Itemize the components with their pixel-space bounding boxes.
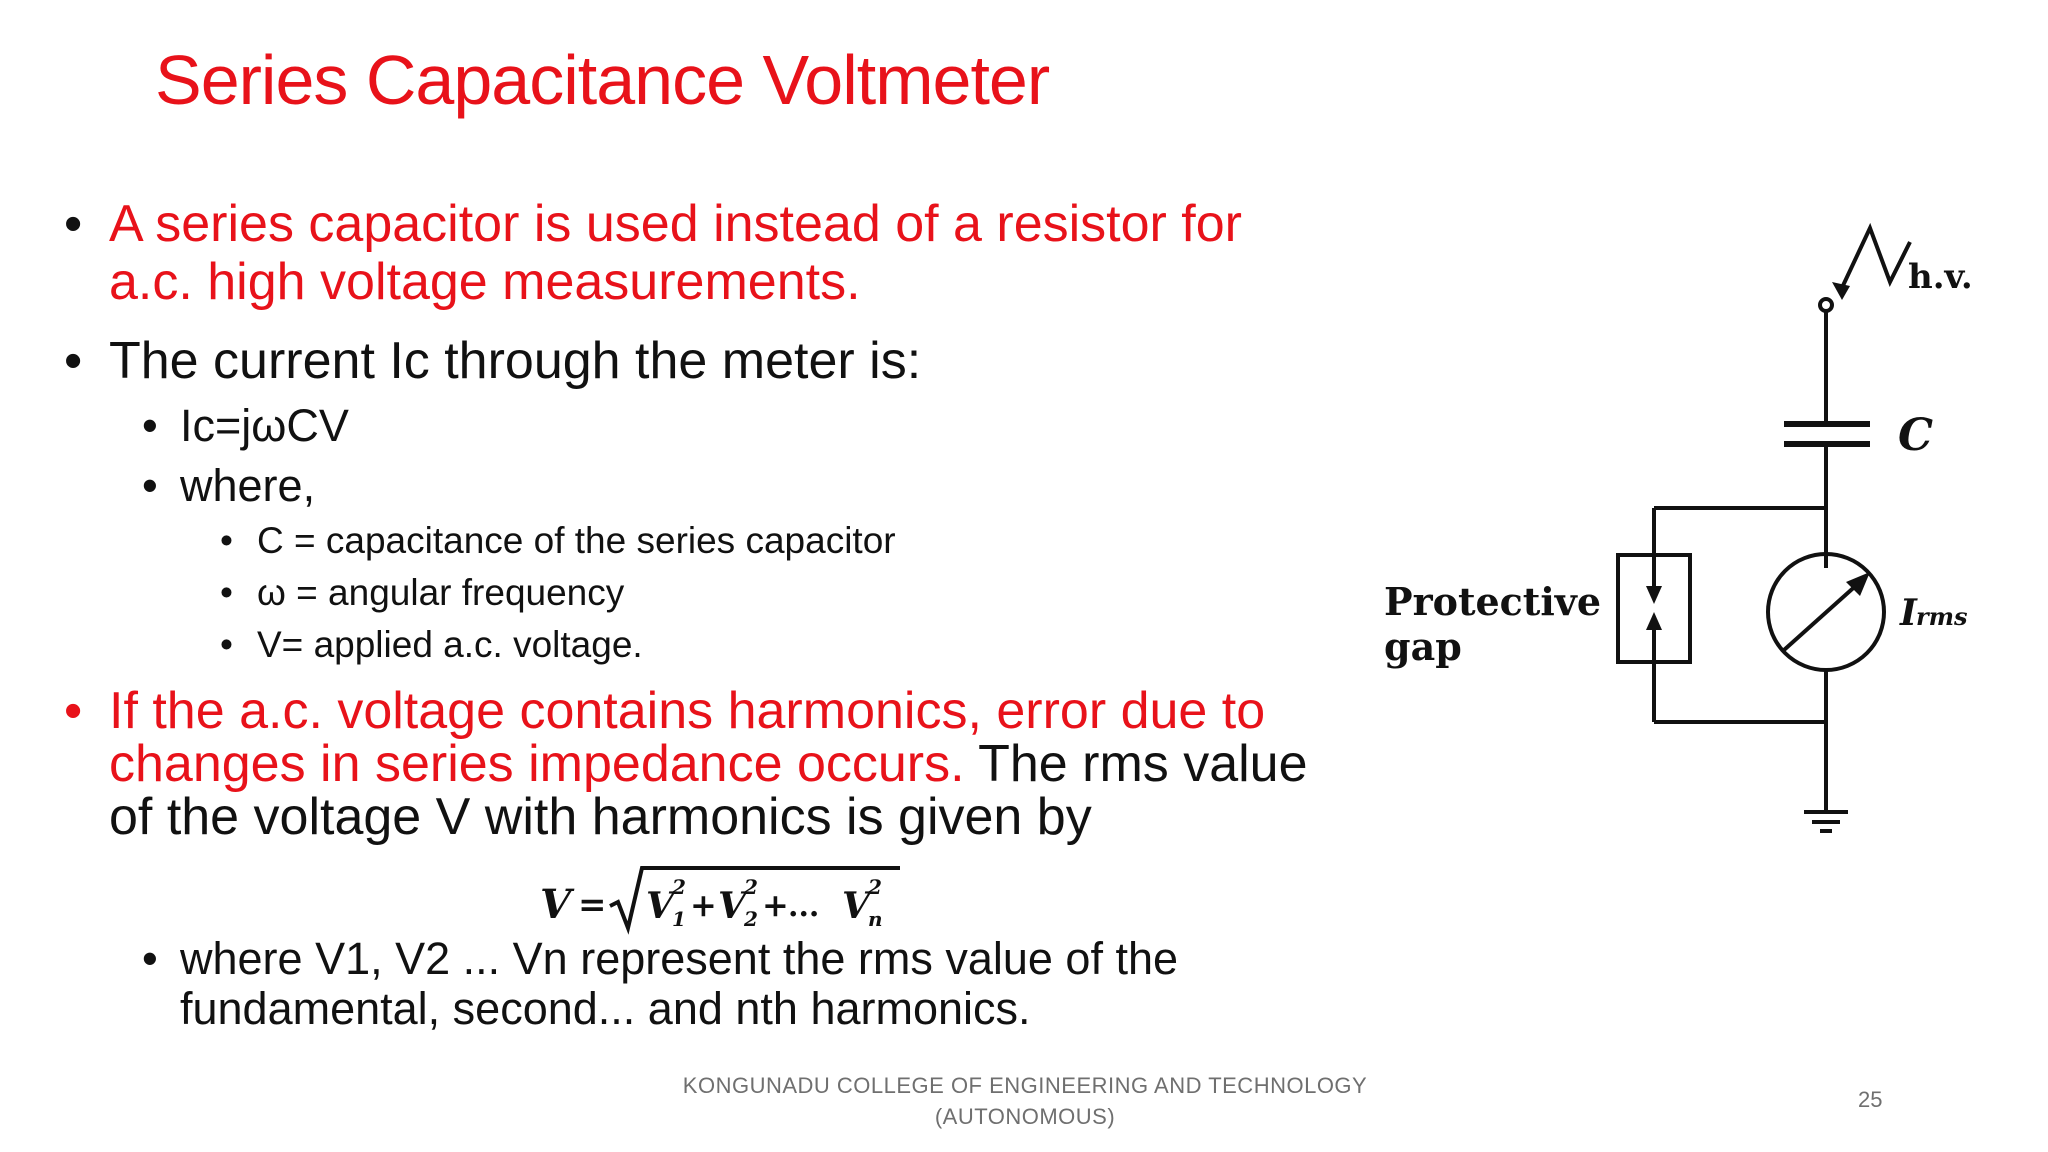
bullet-marker: • (64, 195, 83, 253)
bullet-marker: • (220, 520, 233, 561)
page-number: 25 (1858, 1087, 1883, 1112)
formula-lhs: V (540, 881, 572, 928)
bullet-text: The current Ic through the meter is: (109, 332, 922, 390)
formula-plus-1: + (690, 886, 717, 924)
meter-label-main: I (1900, 592, 1917, 634)
bullet-harmonics (60, 682, 1350, 846)
definition-voltage (220, 621, 643, 669)
footer-institution: KONGUNADU COLLEGE OF ENGINEERING AND TECHNOLOGY (682, 1073, 1368, 1098)
subbullet-harmonic-definitions (142, 934, 1260, 1034)
slide-body (60, 0, 1350, 1152)
bullet-text: C = capacitance of the series capacitor (257, 520, 896, 561)
slide-title: Series Capacitance Voltmeter (155, 41, 1050, 119)
bullet-marker: • (64, 332, 83, 390)
rms-voltage-formula (530, 858, 910, 938)
gap-electrode-bottom-tip (1646, 612, 1662, 630)
bullet-text: where V1, V2 ... Vn represent the rms value of the fundamental, second... and nth harmonics. (180, 933, 1179, 1034)
formula-equals: = (578, 885, 607, 925)
hv-terminal (1820, 299, 1832, 311)
formula-sup-n: 2 (868, 875, 882, 899)
definition-capacitance (220, 517, 896, 565)
bullet-marker: • (220, 624, 233, 665)
protective-gap-label-line1: Protective (1384, 579, 1602, 624)
bullet-marker: • (142, 400, 158, 451)
formula-sub-2: 2 (744, 907, 758, 931)
protective-gap-label-line2: gap (1384, 624, 1462, 669)
bullet-text: Ic=jωCV (180, 400, 349, 451)
bullet-marker: • (142, 460, 158, 511)
subbullet-where (142, 460, 315, 512)
meter-needle (1784, 582, 1860, 650)
bullet-marker: • (64, 682, 83, 740)
definition-angular-frequency (220, 569, 624, 617)
formula-sup-1: 2 (672, 875, 686, 899)
formula-sub-1: 1 (672, 907, 686, 931)
formula-ellipsis: ... (788, 889, 820, 924)
bullet-text: V= applied a.c. voltage. (257, 624, 643, 665)
footer (680, 1070, 1370, 1132)
formula-sub-n: n (868, 907, 883, 931)
hv-label: h.v. (1908, 257, 1973, 297)
gap-electrode-top-tip (1646, 586, 1662, 604)
bullet-text: ω = angular frequency (257, 572, 625, 613)
bullet-current-ic (60, 332, 1350, 390)
capacitor-label: C (1898, 410, 1934, 461)
formula-sup-2: 2 (744, 875, 758, 899)
bullet-text: A series capacitor is used instead of a resistor for a.c. high voltage measurements. (109, 195, 1242, 311)
hv-source-arrow (1840, 228, 1910, 292)
formula-term-2: V (718, 885, 746, 927)
bullet-text: where, (180, 460, 316, 511)
formula-term-1: V (646, 885, 674, 927)
hv-arrowhead (1832, 282, 1850, 300)
bullet-series-capacitor (60, 195, 1350, 311)
formula-term-n: V (842, 885, 870, 927)
meter-label-sub: rms (1916, 602, 1968, 631)
rms-value-text: The rms value of the voltage V with harmonics is given by (109, 735, 1308, 846)
bullet-marker: • (220, 572, 233, 613)
formula-plus-2: + (762, 886, 789, 924)
footer-autonomous: (AUTONOMOUS) (934, 1104, 1116, 1129)
series-capacitance-circuit-diagram (1370, 210, 2010, 860)
bullet-text (109, 682, 1350, 846)
subbullet-ic-formula (142, 400, 349, 452)
bullet-marker: • (142, 933, 158, 984)
harmonics-error-text: If the a.c. voltage contains harmonics, error due to changes in series impedance occurs. (109, 682, 1266, 793)
